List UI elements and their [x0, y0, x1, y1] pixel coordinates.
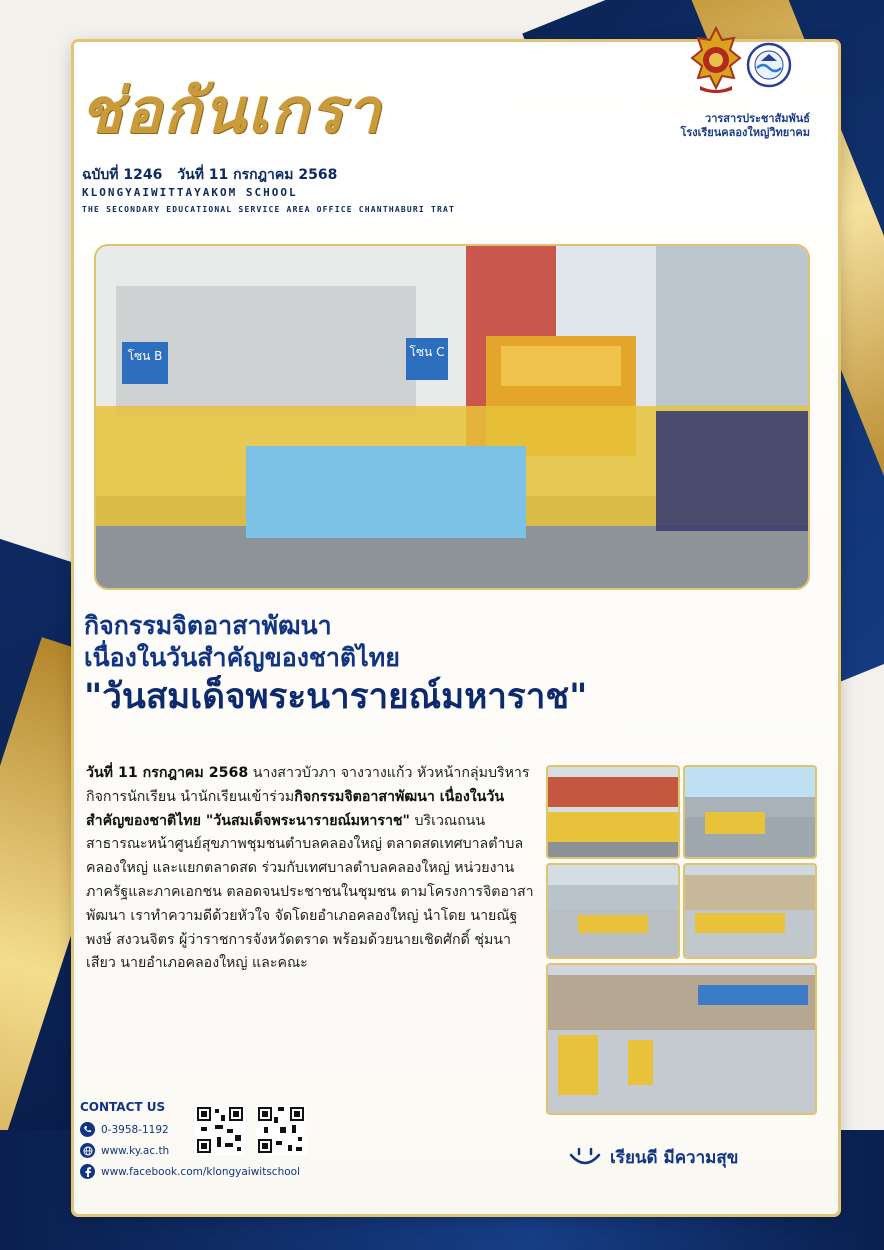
- photo-thumb-3: [546, 863, 680, 959]
- school-seal-icon: [746, 42, 792, 88]
- zone-c-sign: โซน C: [409, 345, 445, 359]
- website-link[interactable]: www.ky.ac.th: [101, 1144, 170, 1157]
- zone-b-sign: โซน B: [127, 349, 163, 363]
- photo-thumb-4: [683, 863, 817, 959]
- contact-title: CONTACT US: [80, 1100, 166, 1114]
- publication-label: [680, 112, 810, 140]
- headline: [84, 610, 587, 720]
- school-name-en: KLONGYAIWITTAYAKOM SCHOOL: [82, 186, 298, 199]
- qr-code-icon: [195, 1105, 245, 1155]
- hero-photo: [94, 244, 810, 590]
- globe-icon: [80, 1143, 95, 1158]
- article-activity: กิจกรรมจิตอาสาพัฒนา เนื่องในวันสำคัญของชาติไทย "วันสมเด็จพระนารายณ์มหาราช": [86, 788, 505, 829]
- contact-facebook: [80, 1164, 300, 1179]
- headline-line1: กิจกรรมจิตอาสาพัฒนา: [84, 611, 332, 640]
- slogan-text: เรียนดี มีความสุข: [610, 1148, 739, 1168]
- facebook-icon: [80, 1164, 95, 1179]
- article-part1: นางสาวบัวภา จางวางแก้ว หัวหน้ากลุ่มบริหารกิจการนักเรียน นำนักเรียนเข้าร่วม: [86, 765, 530, 805]
- qr-code-icon: [256, 1105, 306, 1155]
- photo-thumb-1: [546, 765, 680, 859]
- photo-thumb-5: [546, 963, 817, 1115]
- phone-number: 0-3958-1192: [101, 1123, 169, 1136]
- phone-icon: [80, 1122, 95, 1137]
- issue-date: วันที่ 11 กรกฎาคม 2568: [177, 167, 338, 183]
- smile-icon: [568, 1147, 602, 1169]
- photo-thumb-2: [683, 765, 817, 859]
- headline-line2: เนื่องในวันสำคัญของชาติไทย: [84, 643, 400, 672]
- headline-line3: "วันสมเด็จพระนารายณ์มหาราช": [84, 677, 588, 717]
- logos: [690, 24, 800, 94]
- publication-line2: โรงเรียนคลองใหญ่วิทยาคม: [680, 126, 810, 139]
- ministry-emblem-icon: [690, 26, 742, 94]
- facebook-link[interactable]: www.facebook.com/klongyaiwitschool: [101, 1165, 300, 1178]
- article-body: [86, 762, 534, 976]
- issue-info: [82, 164, 347, 186]
- publication-line1: วารสารประชาสัมพันธ์: [705, 112, 810, 125]
- article-part2: บริเวณถนนสาธารณะหน้าศูนย์สุขภาพชุมชนตำบลคลองใหญ่ ตลาดสดเทศบาลตำบลคลองใหญ่ และแยกตลาดสด ร่วมกับเทศบาลตำบลคลองใหญ่ หน่วยงานภาครัฐและภาคเอกชน ตลอดจนประชาชนในชุมชน ตามโครงการจิตอาสาพัฒนา เราทำความดีด้วยหัวใจ จัดโดยอำเภอคลองใหญ่ นำโดย นายณัฐพงษ์ สงวนจิตร ผู้ว่าราชการจังหวัดตราด พร้อมด้วยนายเชิดศักดิ์ ชุ่มนาเสียว นายอำเภอคลองใหญ่ และคณะ: [86, 812, 534, 972]
- issue-number: ฉบับที่ 1246: [82, 167, 163, 183]
- article-date: วันที่ 11 กรกฎาคม 2568: [86, 765, 249, 781]
- office-name-en: THE SECONDARY EDUCATIONAL SERVICE AREA OFFICE CHANTHABURI TRAT: [82, 205, 456, 214]
- slogan: [568, 1144, 738, 1171]
- hero-photo-illustration: [96, 246, 808, 588]
- masthead-title: ช่อกันเกรา: [80, 74, 383, 147]
